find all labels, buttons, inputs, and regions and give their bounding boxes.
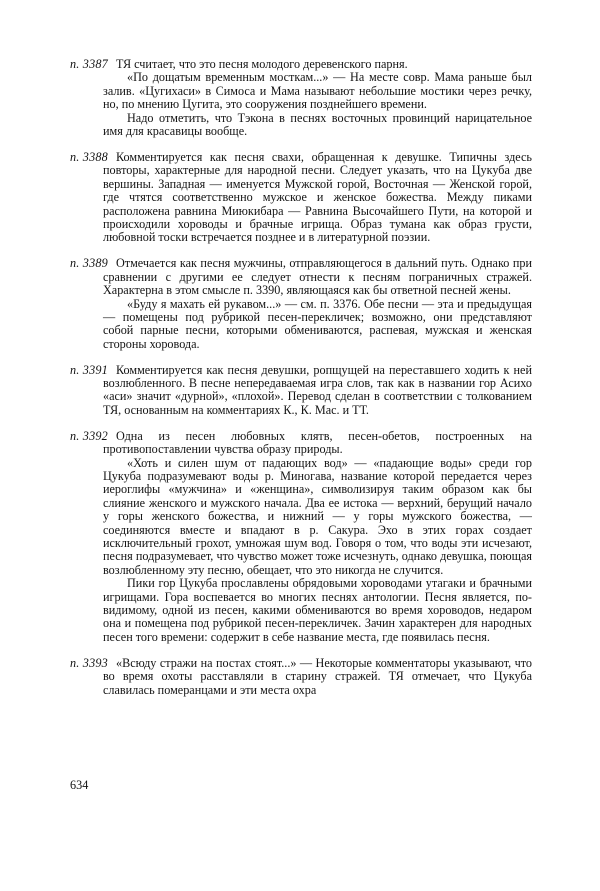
note-label: п. 3393 [70, 655, 108, 670]
note-label: п. 3392 [70, 428, 108, 443]
note-entry [70, 151, 532, 245]
note-entry [70, 657, 532, 697]
page-text-column [70, 58, 532, 709]
note-body [103, 257, 532, 351]
note-paragraph: Комментируется как песня девушки, ропщущей на переставшего ходить к ней возлюбленного. В песне непередаваемая игра слов, так как в названии гор Асихо «аси» значит «дурной», «плохой». Перевод сделан в соответствии с толкованием ТЯ, основанным на комментариях К., К. Мас. и ТТ. [103, 362, 532, 417]
note-paragraph: Пики гор Цукуба прославлены обрядовыми хороводами утагаки и брачными игрищами. Гора воспевается во многих песнях антологии. Песня является, по-видимому, одной из песен, какими обмениваются во время хороводов, недаром она и помещена под рубрикой песен-перекличек. Зачин характерен для народных песен того времени: содержит в себе название места, где появилась песня. [103, 576, 532, 644]
note-paragraph: ТЯ считает, что это песня молодого деревенского парня. [115, 57, 408, 71]
note-paragraph: Отмечается как песня мужчины, отправляющегося в дальний путь. Однако при сравнении с другими ее следует отнести к песням пограничных стражей. Характерна в этом смысле п. 3390, являющаяся как бы ответной песней жены. [103, 256, 532, 298]
note-paragraph: «По дощатым временным мосткам...» — На месте совр. Мама раньше был залив. «Цугихаси» в Симоса и Мама называют небольшие мостики через речку, но, по мнению Цугита, это сооружения позднейшего времени. [103, 70, 532, 112]
note-paragraph: Одна из песен любовных клятв, песен-обетов, построенных на противопоставлении чувства образу природы. [103, 428, 532, 457]
note-entry [70, 257, 532, 351]
note-body [103, 364, 532, 418]
page-number: 634 [70, 778, 89, 792]
note-entry [70, 58, 532, 138]
note-entry [70, 430, 532, 645]
note-entry [70, 364, 532, 418]
note-paragraph: «Буду я махать ей рукавом...» — см. п. 3376. Обе песни — эта и предыдущая — помещены под рубрикой песен-перекличек; возможно, они представляют собой парные песни, которыми обмениваются, распевая, мужская и женская стороны хоровода. [103, 296, 532, 351]
note-label: п. 3387 [70, 57, 108, 71]
note-body [103, 151, 532, 245]
note-body [103, 430, 532, 645]
note-label: п. 3389 [70, 256, 108, 271]
note-label: п. 3391 [70, 362, 108, 377]
note-body [103, 657, 532, 697]
note-paragraph: Комментируется как песня свахи, обращенная к девушке. Типичны здесь повторы, характерные для народной песни. Следует указать, что на Цукуба две вершины. Западная — именуется Мужской горой, Восточная — Женской горой, где чтятся соответственно мужское и женское божества. Между пиками расположена равнина Миюкибара — Равнина Высочайшего Пути, на которой и происходили хороводы и брачные игрища. Образ тумана как образ грусти, любовной тоски встречается позднее и в литературной поэзии. [103, 149, 532, 245]
note-body [103, 58, 532, 138]
note-paragraph: «Всюду стражи на постах стоят...» — Некоторые комментаторы указывают, что во время охоты расставляли в старину стражей. ТЯ отмечает, что Цукуба славилась померанцами и эти места охра [103, 655, 532, 697]
note-label: п. 3388 [70, 149, 108, 164]
note-paragraph: Надо отметить, что Тэкона в песнях восточных провинций нарицательное имя для красавицы вообще. [103, 110, 532, 139]
note-paragraph: «Хоть и силен шум от падающих вод» — «падающие воды» среди гор Цукуба подразумевают воды р. Миногава, название которой передается через иероглифы «мужчина» и «женщина», символизируя таким образом как бы слияние женского и мужского начала. Два ее истока — верхний, берущий начало у горы женского божества, и нижний — у горы мужского божества, — соединяются вместе и впадают в р. Сакура. Эхо в этих горах создает исключительный грохот, умножая шум вод. Говоря о том, что воды эти исчезают, песня подразумевает, что чувство может тоже исчезнуть, однако девушка, поющая возлюбленному эту песню, обещает, что это никогда не случится. [103, 455, 532, 577]
